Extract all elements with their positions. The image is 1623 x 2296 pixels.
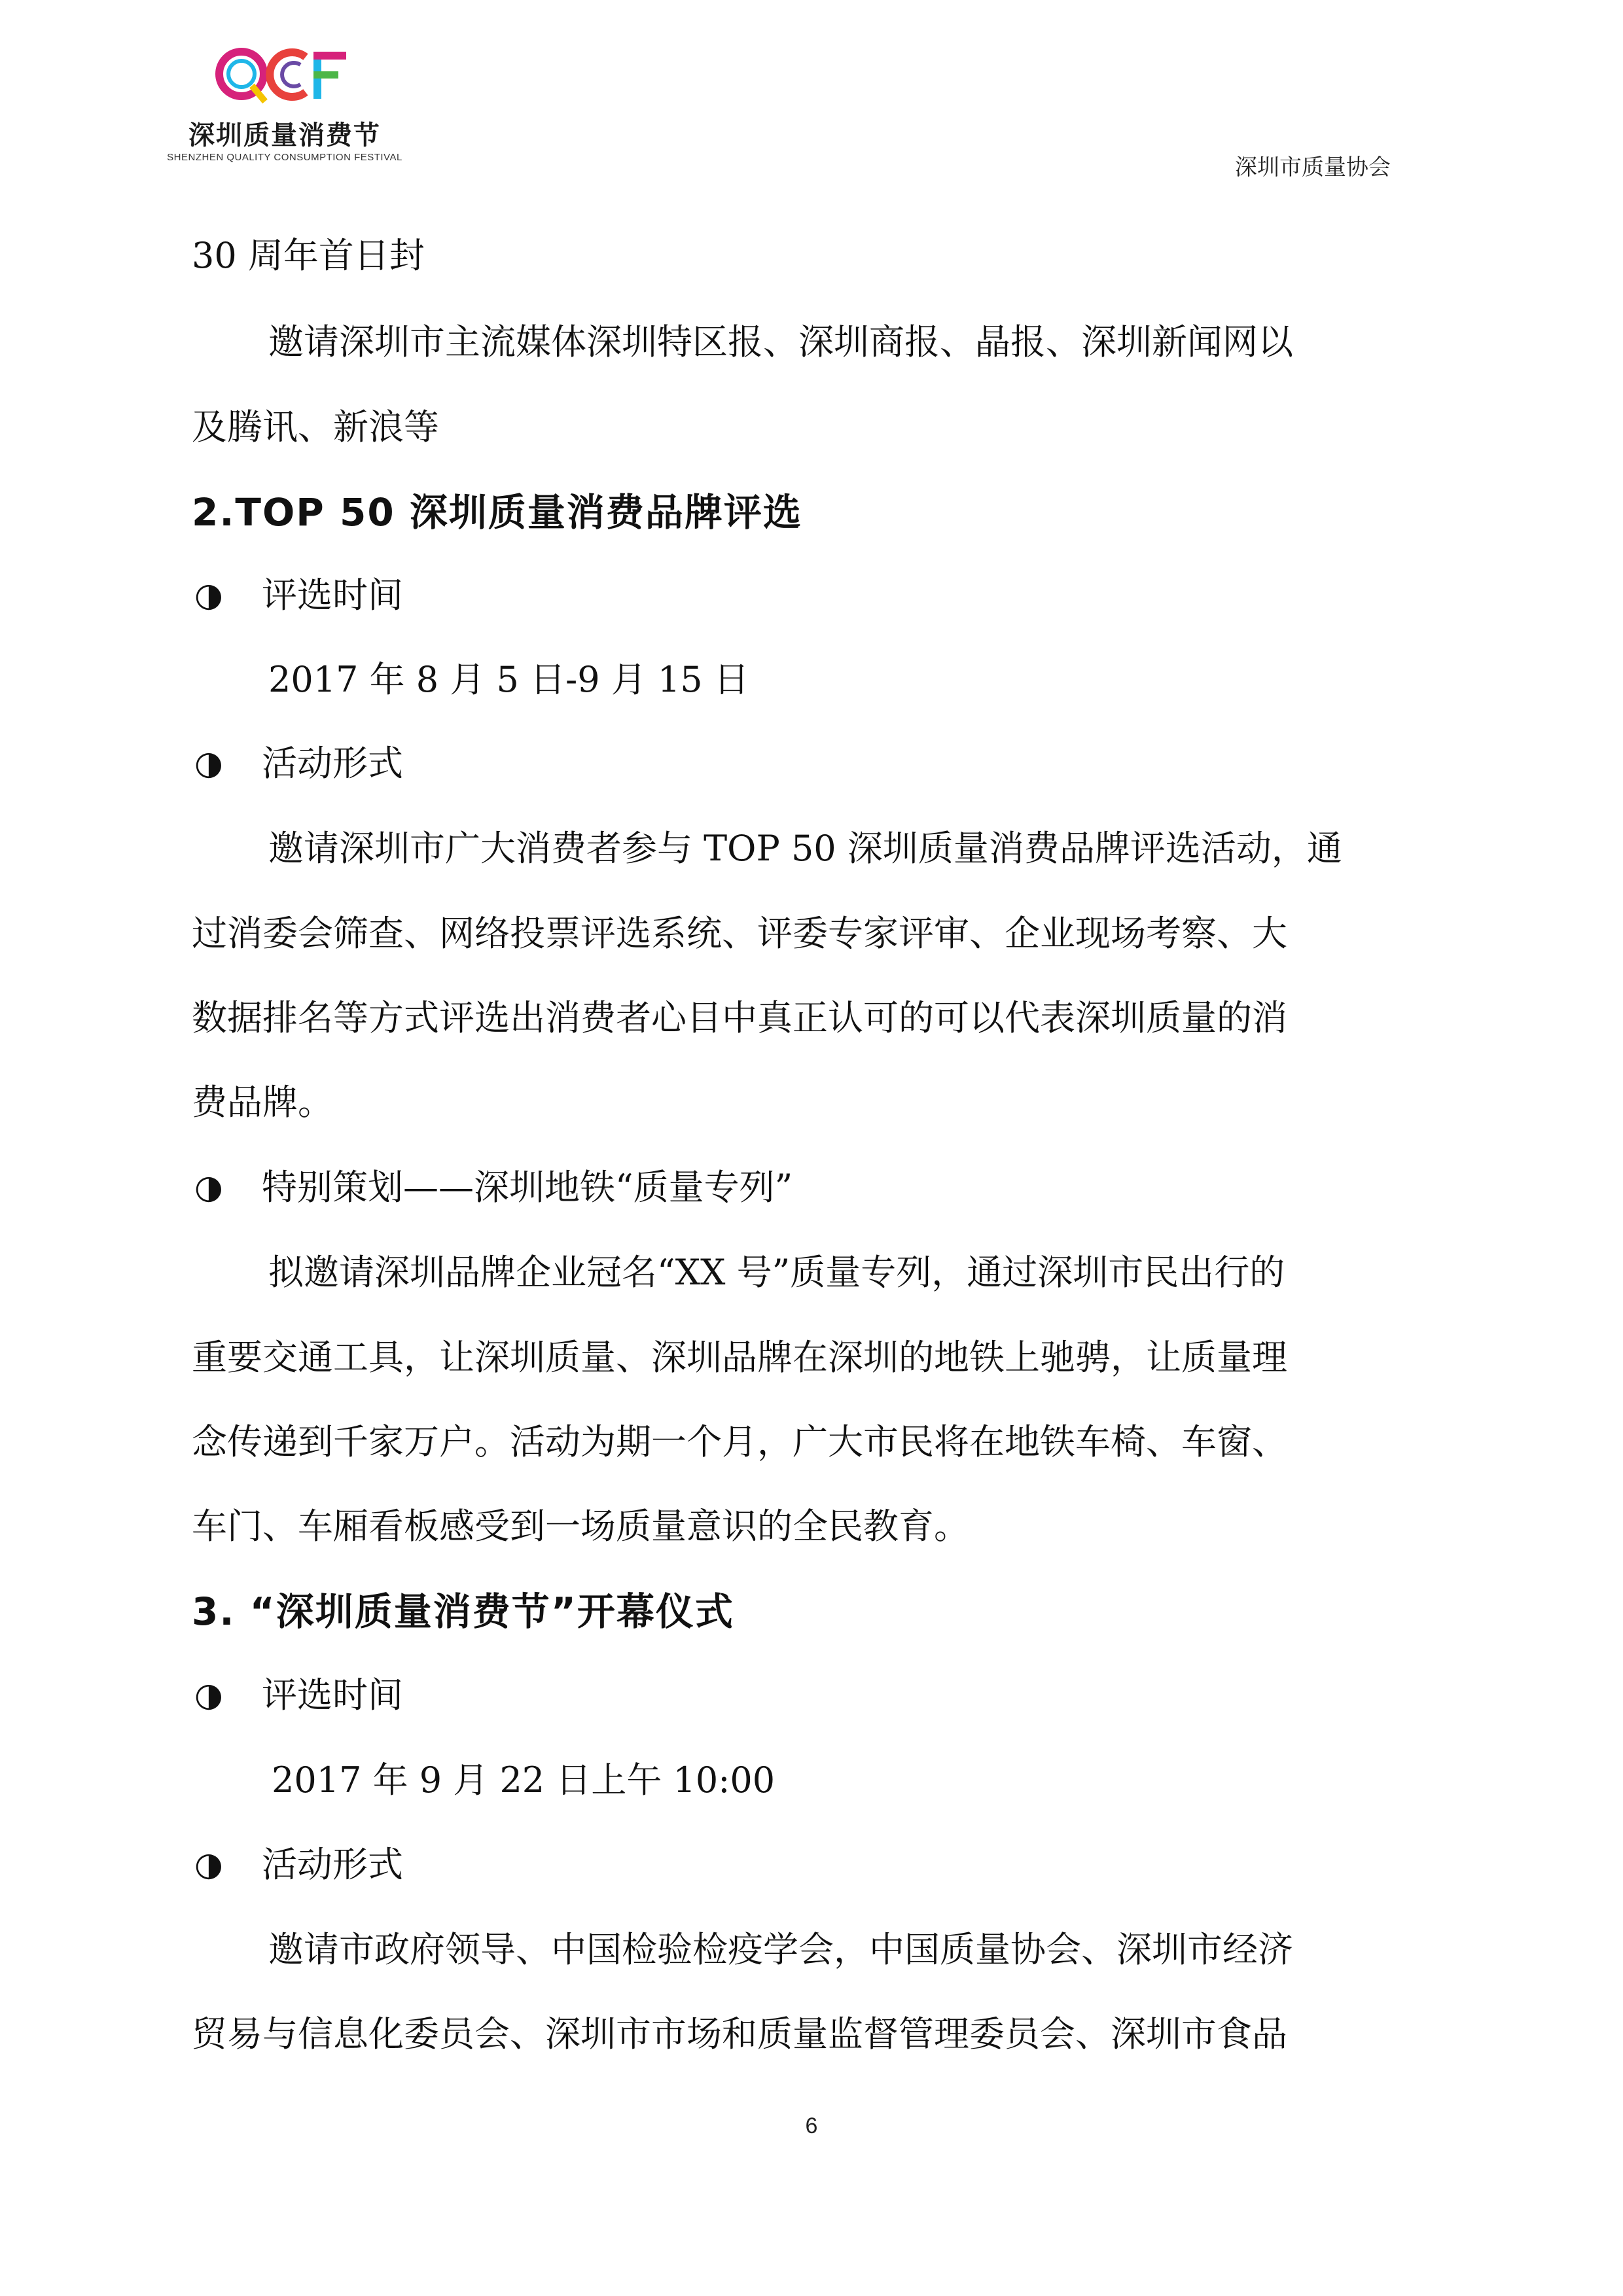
media-paragraph-line-1: 邀请深圳市主流媒体深圳特区报、深圳商报、晶报、深圳新闻网以 <box>268 321 1293 362</box>
bullet-ceremony-form: 活动形式 <box>262 1844 403 1885</box>
metro-paragraph-line-4: 车门、车厢看板感受到一场质量意识的全民教育。 <box>192 1506 969 1547</box>
bullet-ceremony-time: 评选时间 <box>262 1674 403 1716</box>
bullet-activity-form: 活动形式 <box>262 743 403 784</box>
section-heading-opening-ceremony: 3. “深圳质量消费节”开幕仪式 <box>192 1589 734 1634</box>
selection-date-range: 2017 年 8 月 5 日-9 月 15 日 <box>268 659 749 700</box>
logo-chinese-name: 深圳质量消费节 <box>188 120 381 150</box>
qcf-logo-icon <box>214 43 351 108</box>
ceremony-datetime: 2017 年 9 月 22 日上午 10:00 <box>272 1759 776 1801</box>
page-number: 6 <box>805 2113 818 2138</box>
header-organization: 深圳市质量协会 <box>1235 154 1391 181</box>
section-heading-top50: 2.TOP 50 深圳质量消费品牌评选 <box>192 490 802 535</box>
half-circle-bullet-icon: ◑ <box>194 744 223 782</box>
top50-paragraph-line-1: 邀请深圳市广大消费者参与 TOP 50 深圳质量消费品牌评选活动，通 <box>268 828 1342 869</box>
festival-logo <box>167 26 402 183</box>
first-day-cover-line: 30 周年首日封 <box>192 235 425 276</box>
metro-paragraph-line-3: 念传递到千家万户。活动为期一个月，广大市民将在地铁车椅、车窗、 <box>192 1421 1287 1462</box>
half-circle-bullet-icon: ◑ <box>194 1845 223 1883</box>
metro-paragraph-line-1: 拟邀请深圳品牌企业冠名“XX 号”质量专列，通过深圳市民出行的 <box>268 1252 1285 1293</box>
top50-paragraph-line-4: 费品牌。 <box>192 1082 333 1123</box>
media-paragraph-line-2: 及腾讯、新浪等 <box>192 406 439 448</box>
half-circle-bullet-icon: ◑ <box>194 576 223 614</box>
metro-paragraph-line-2: 重要交通工具，让深圳质量、深圳品牌在深圳的地铁上驰骋，让质量理 <box>192 1337 1287 1378</box>
half-circle-bullet-icon: ◑ <box>194 1168 223 1206</box>
logo-english-name: SHENZHEN QUALITY CONSUMPTION FESTIVAL <box>167 152 402 163</box>
top50-paragraph-line-3: 数据排名等方式评选出消费者心目中真正认可的可以代表深圳质量的消 <box>192 997 1287 1038</box>
ceremony-paragraph-line-1: 邀请市政府领导、中国检验检疫学会，中国质量协会、深圳市经济 <box>268 1929 1293 1970</box>
bullet-selection-time: 评选时间 <box>262 574 403 616</box>
ceremony-paragraph-line-2: 贸易与信息化委员会、深圳市市场和质量监督管理委员会、深圳市食品 <box>192 2013 1287 2055</box>
top50-paragraph-line-2: 过消委会筛查、网络投票评选系统、评委专家评审、企业现场考察、大 <box>192 913 1287 954</box>
bullet-metro-train-plan: 特别策划——深圳地铁“质量专列” <box>262 1167 793 1208</box>
half-circle-bullet-icon: ◑ <box>194 1676 223 1714</box>
